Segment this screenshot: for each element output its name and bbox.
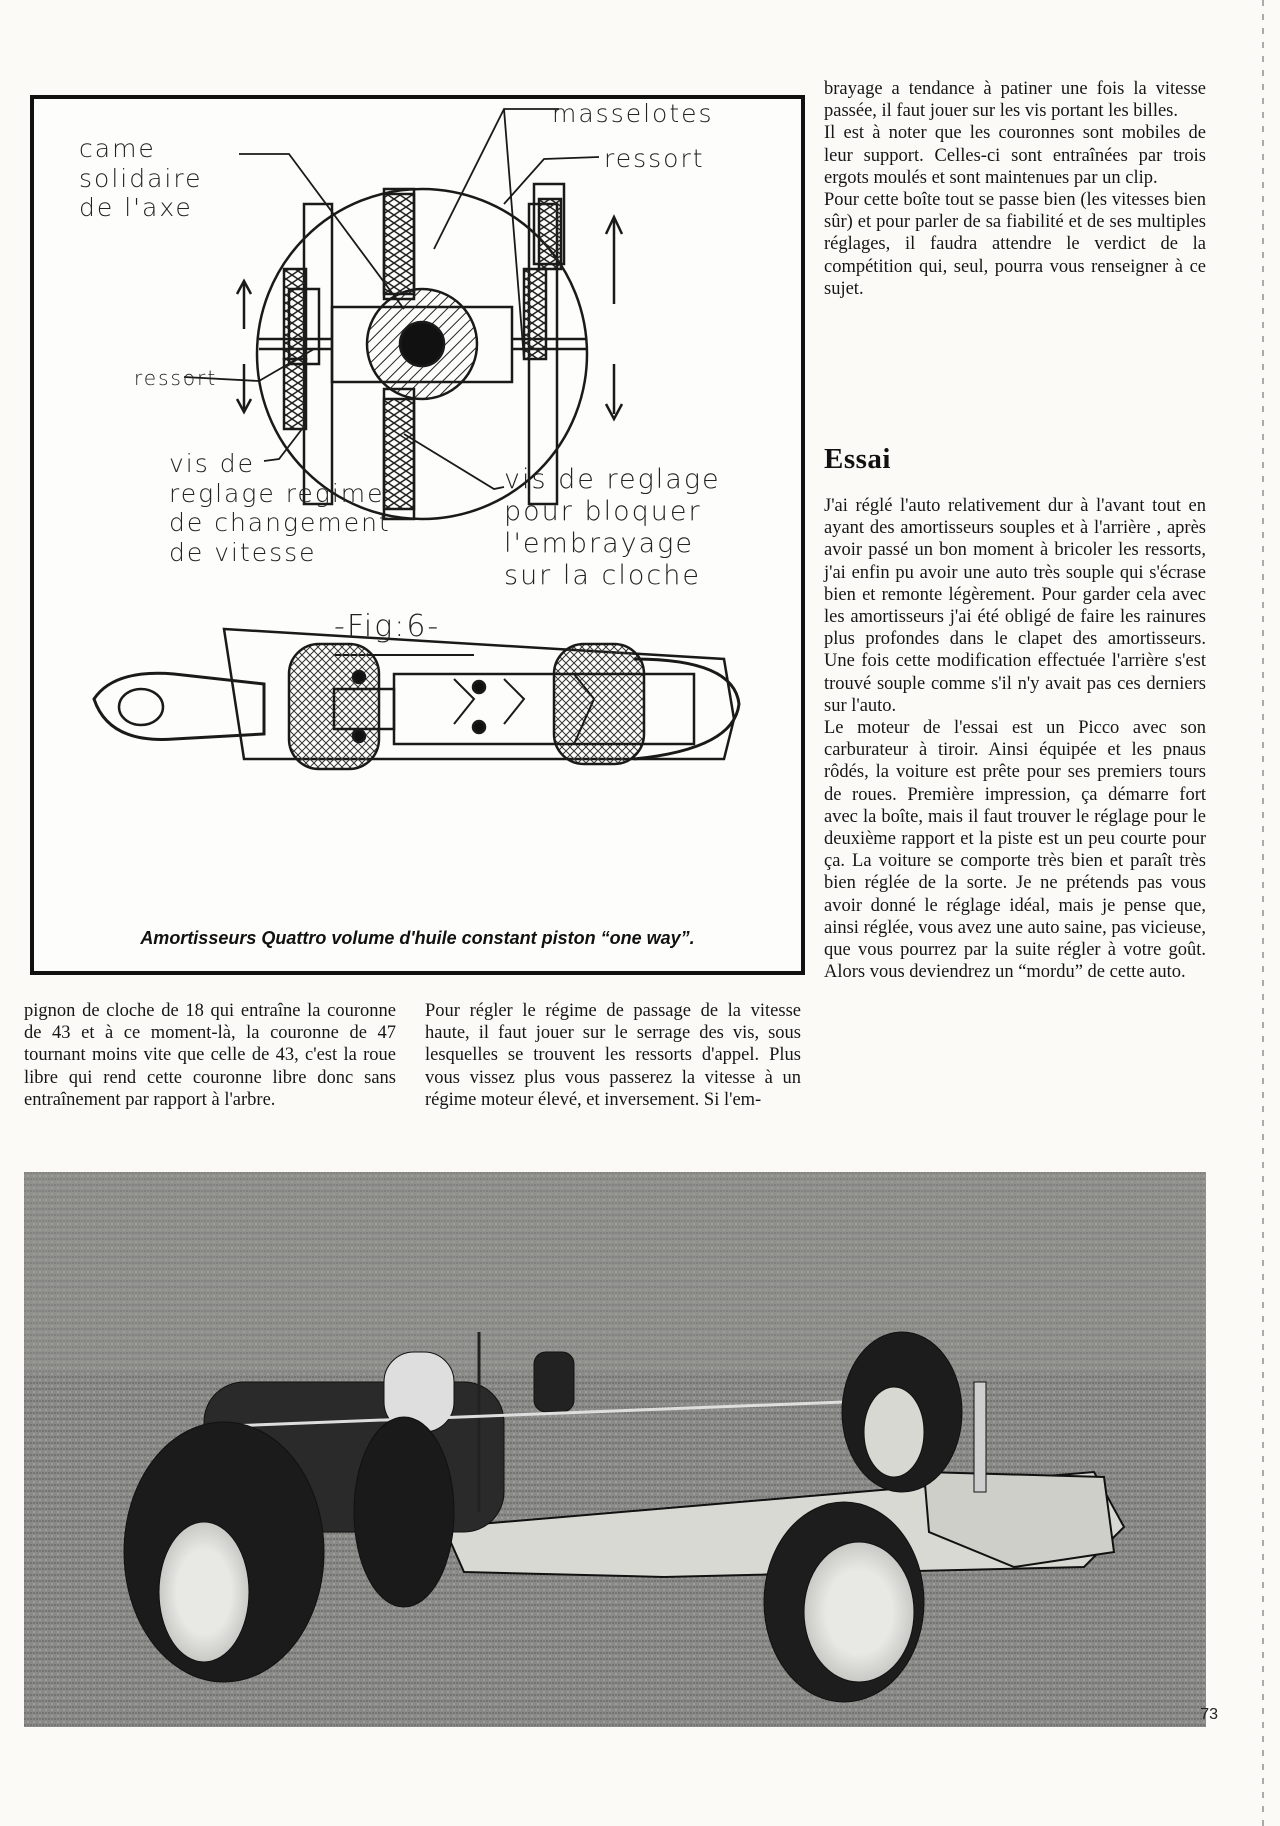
label-ressort-top: ressort <box>604 144 705 173</box>
rc-car-photo <box>24 1172 1206 1727</box>
column-3-essai <box>824 495 1206 983</box>
col3-text-2: Il est à noter que les couronnes sont mobiles de leur support. Celles-ci sont entraînées par trois ergots moulés et sont maintenues par un clip. <box>824 123 1206 188</box>
column-3-top <box>824 78 1206 300</box>
figure-box <box>30 95 805 975</box>
col2-text: Pour régler le régime de passage de la vitesse haute, il faut jouer sur le serrage des vis, sous lesquelles se trouvent les ressorts d'appel. Plus vous vissez plus vous passerez la vitesse à un régime moteur élevé, et inversement. Si l'em- <box>425 1001 801 1110</box>
page-edge-marks <box>1262 0 1264 1826</box>
column-2 <box>425 1000 801 1111</box>
label-masselotes: masselotes <box>552 99 714 128</box>
col1-text: pignon de cloche de 18 qui entraîne la couronne de 43 et à ce moment-là, la couronne de 47 tournant moins vite que celle de 43, c'est la roue libre qui rend cette couronne libre donc sans entraînement par rapport à l'arbre. <box>24 1001 396 1110</box>
column-1 <box>24 1000 396 1111</box>
label-ressort-left: ressort <box>134 366 218 390</box>
col3-text-1: brayage a tendance à patiner une fois la vitesse passée, il faut jouer sur les vis portant les billes. <box>824 79 1206 122</box>
essai-text-2: Le moteur de l'essai est un Picco avec son carburateur à tiroir. Ainsi équipée et les pnaus rôdés, la voiture est prête pour ses premiers tours de roues. Première impression, ça démarre fort avec la boîte, mais il faut trouver le réglage pour le deuxième rapport et la piste est un peu courte pour ça. La voiture se comporte très bien et paraît très bien réglée de la sorte. Je ne prétends pas vous avoir donné le réglage idéal, mais je pense que, ainsi réglée, vous avez une auto saine, pas vicieuse, que vous pourrez par la suite régler à votre goût. Alors vous deviendrez un “mordu” de cette auto. <box>824 718 1206 983</box>
figure-number: -Fig:6- <box>334 609 441 644</box>
figure-caption: Amortisseurs Quattro volume d'huile constant piston “one way”. <box>140 928 695 948</box>
section-heading-essai: Essai <box>824 443 891 475</box>
col3-text-3: Pour cette boîte tout se passe bien (les vitesses bien sûr) et pour parler de sa fiabilité et de ses multiples réglages, il faudra attendre le verdict de la compétition qui, seul, pourra vous renseigner à ce sujet. <box>824 190 1206 299</box>
label-vis-regime: vis de reglage regime de changement de vitesse <box>169 449 391 567</box>
label-vis-embrayage: vis de reglage pour bloquer l'embrayage sur la cloche <box>504 464 721 591</box>
label-came: came solidaire de l'axe <box>79 134 203 222</box>
page-number: 73 <box>1200 1706 1218 1723</box>
essai-text-1: J'ai réglé l'auto relativement dur à l'avant tout en ayant des amortisseurs souples et à l'arrière , après avoir passé un bon moment à bricoler les ressorts, j'ai enfin pu avoir une auto très souple qui s'écrase bien et remonte légèrement. Pour garder cela avec les amortisseurs j'ai été obligé de faire les rainures plus profondes dans le clapet des amortisseurs. Une fois cette modification effectuée l'arrière s'est trouvé souple comme s'il n'y avait pas ces derniers sur l'auto. <box>824 496 1206 716</box>
